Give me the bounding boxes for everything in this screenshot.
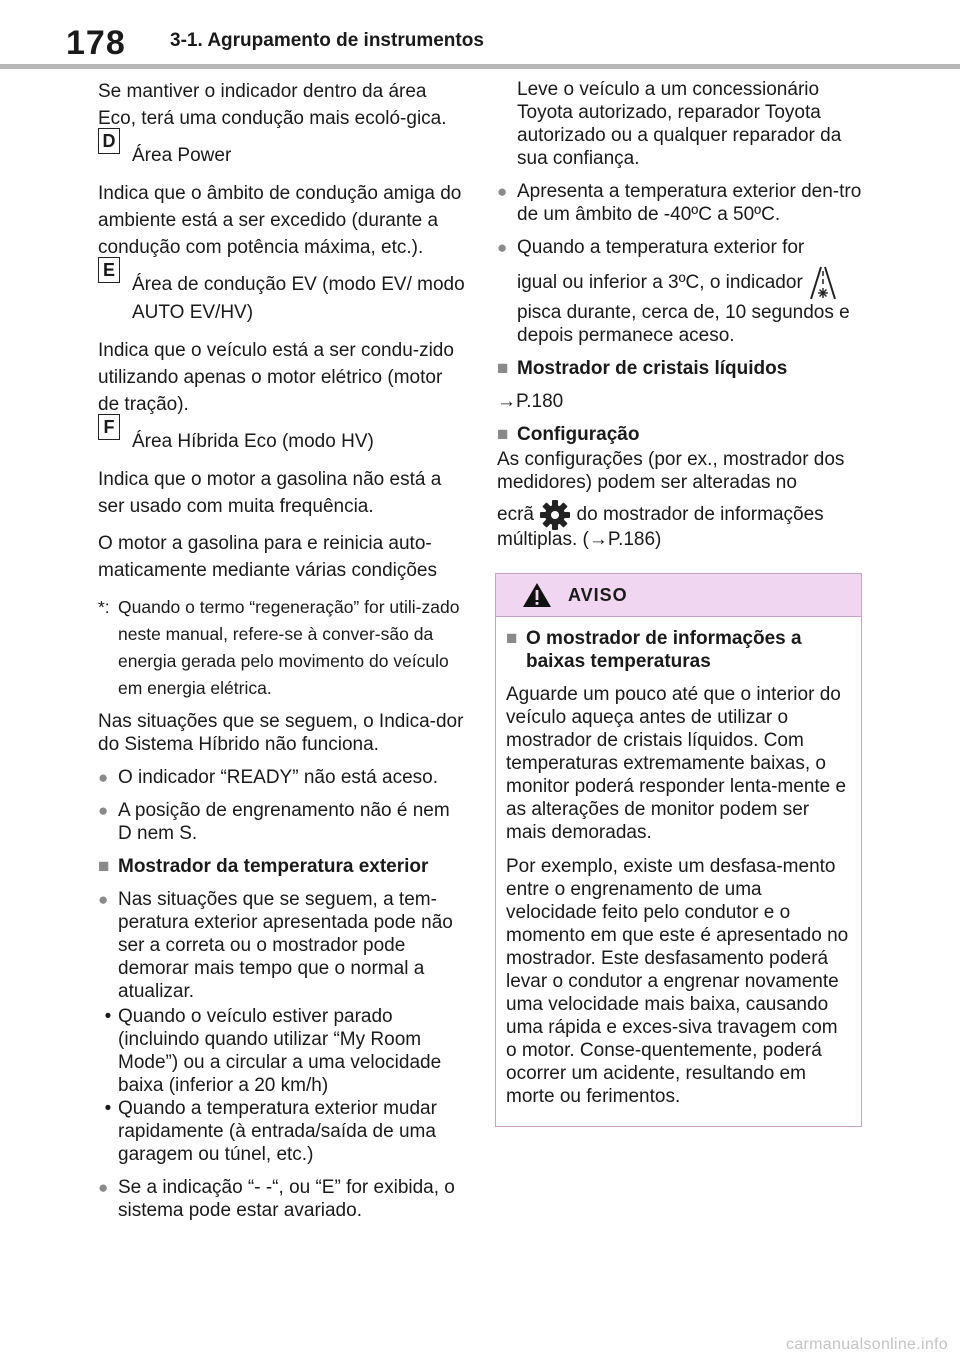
config-line <box>497 498 867 532</box>
sub-item <box>98 1005 468 1097</box>
bullet-text: igual ou inferior a 3ºC, o indicador <box>517 272 803 294</box>
warning-paragraph-2: Por exemplo, existe um desfasa-mento entre o engrenamento de uma velocidade feito pelo condutor e o momento em que este é apresentado no mostrador. Este desfasamento poderá levar o condutor a engrenar novamente uma velocidade mais baixa, causando uma rápida e exces-siva travagem com o motor. Conse-quentemente, poderá ocorrer um acidente, resultando em morte ou ferimentos. <box>506 856 849 1107</box>
section-title: 3-1. Agrupamento de instrumentos <box>170 30 484 51</box>
bullet-icon: ● <box>98 768 109 787</box>
config-text-2: do mostrador de informações <box>576 504 824 525</box>
bullet-text: Quando a temperatura exterior for <box>517 237 805 258</box>
bullet-text: A posição de engrenamento não é nem D nem S. <box>118 800 450 844</box>
area-f-text-2: O motor a gasolina para e reinicia auto-maticamente mediante várias condições <box>98 533 438 581</box>
area-d-label <box>98 131 468 170</box>
header-rule <box>0 64 960 69</box>
warning-box <box>495 573 862 1127</box>
lcd-reference: →P.180 <box>497 391 564 412</box>
list-item <box>497 180 867 226</box>
warning-paragraph-1: Aguarde um pouco até que o interior do veículo aqueça antes de utilizar o mostrador de cristais líquidos. Com temperaturas extremamente baixas, o monitor poderá responder lenta-mente e as alterações de monitor podem ser mais demoradas. <box>506 684 847 843</box>
sub-bullet-icon: • <box>104 1006 112 1027</box>
config-text-3: múltiplas. (→P.186) <box>497 529 662 550</box>
area-e-label <box>98 260 468 327</box>
bullet-icon: ● <box>98 890 109 909</box>
config-heading <box>497 423 867 446</box>
label-e-box: E <box>98 257 120 283</box>
square-bullet-icon: ■ <box>98 856 110 877</box>
bullet-text: Se a indicação “- -“, ou “E” for exibida, o sistema pode estar avariado. <box>118 1177 455 1221</box>
label-f-box: F <box>98 414 120 440</box>
road-ice-warning-icon <box>808 265 838 301</box>
area-f-text-1: Indica que o motor a gasolina não está a ser usado com muita frequência. <box>98 469 442 517</box>
hybrid-intro: Nas situações que se seguem, o Indica-dor do Sistema Híbrido não funciona. <box>98 711 464 755</box>
area-e-text: Indica que o veículo está a ser condu-zido utilizando apenas o motor elétrico (motor de tração). <box>98 340 454 415</box>
config-heading-text: Configuração <box>517 424 640 445</box>
intro-paragraph: Se mantiver o indicador dentro da área Eco, terá uma condução mais ecoló-gica. <box>98 81 447 129</box>
warning-title: AVISO <box>568 585 628 605</box>
right-column <box>497 78 867 561</box>
warning-heading-text: O mostrador de informações a baixas temperaturas <box>526 628 802 672</box>
gear-icon <box>539 499 571 531</box>
bullet-text: Apresenta a temperatura exterior den-tro de um âmbito de -40ºC a 50ºC. <box>517 181 862 225</box>
area-d-text: Indica que o âmbito de condução amiga do ambiente está a ser excedido (durante a condução com potência máxima, etc.). <box>98 183 462 258</box>
temp-heading <box>98 855 468 878</box>
left-column <box>98 78 468 1232</box>
list-item <box>98 799 468 845</box>
sub-bullet-icon: • <box>104 1098 112 1119</box>
lcd-heading-text: Mostrador de cristais líquidos <box>517 358 788 379</box>
temp-heading-text: Mostrador da temperatura exterior <box>118 856 429 877</box>
footnote-mark: *: <box>98 597 110 617</box>
page-number: 178 <box>66 24 126 62</box>
continued-text: Leve o veículo a um concessionário Toyota autorizado, reparador Toyota autorizado ou a qualquer reparador da sua confiança. <box>517 79 842 169</box>
area-f-label <box>98 417 468 456</box>
area-hybrid-eco-label: Área Híbrida Eco (modo HV) <box>132 431 374 452</box>
bullet-text: pisca durante, cerca de, 10 segundos e depois permanece aceso. <box>517 302 850 346</box>
bullet-text: Nas situações que se seguem, a tem-peratura exterior apresentada pode não ser a correta ou o mostrador pode demorar mais tempo que o normal a atualizar. <box>118 889 453 1002</box>
square-bullet-icon: ■ <box>506 628 518 649</box>
square-bullet-icon: ■ <box>497 424 509 445</box>
list-item <box>497 236 867 347</box>
bullet-icon: ● <box>497 238 508 257</box>
square-bullet-icon: ■ <box>497 358 509 379</box>
bullet-icon: ● <box>98 801 109 820</box>
lcd-heading <box>497 357 867 380</box>
footnote <box>98 594 468 702</box>
list-item <box>98 766 468 789</box>
warning-heading <box>506 627 851 673</box>
sub-item-text: Quando o veículo estiver parado (incluindo quando utilizar “My Room Mode”) ou a circular a uma velocidade baixa (inferior a 20 km/h) <box>118 1006 442 1096</box>
list-item <box>98 888 468 1003</box>
sub-item-text: Quando a temperatura exterior mudar rapidamente (à entrada/saída de uma garagem ou túnel, etc.) <box>118 1098 437 1165</box>
footnote-text: Quando o termo “regeneração” for utili-zado neste manual, refere-se à conver-são da energia gerada pelo movimento do veículo em energia elétrica. <box>118 597 460 698</box>
watermark: carmanualsonline.info <box>786 1336 948 1353</box>
area-ev-label: Área de condução EV (modo EV/ modo AUTO EV/HV) <box>132 274 465 323</box>
warning-body <box>496 617 861 1108</box>
bullet-icon: ● <box>98 1178 109 1197</box>
area-power-label: Área Power <box>132 145 232 166</box>
label-d-box: D <box>98 128 120 154</box>
bullet-icon: ● <box>497 182 508 201</box>
list-item <box>98 1176 468 1222</box>
bullet-text: O indicador “READY” não está aceso. <box>118 767 438 788</box>
config-ecra: ecrã <box>497 504 534 525</box>
page-header <box>0 0 960 70</box>
sub-item <box>98 1097 468 1166</box>
warning-header <box>496 574 861 617</box>
config-text-1: As configurações (por ex., mostrador dos medidores) podem ser alteradas no <box>497 449 845 493</box>
warning-triangle-icon <box>522 582 552 608</box>
